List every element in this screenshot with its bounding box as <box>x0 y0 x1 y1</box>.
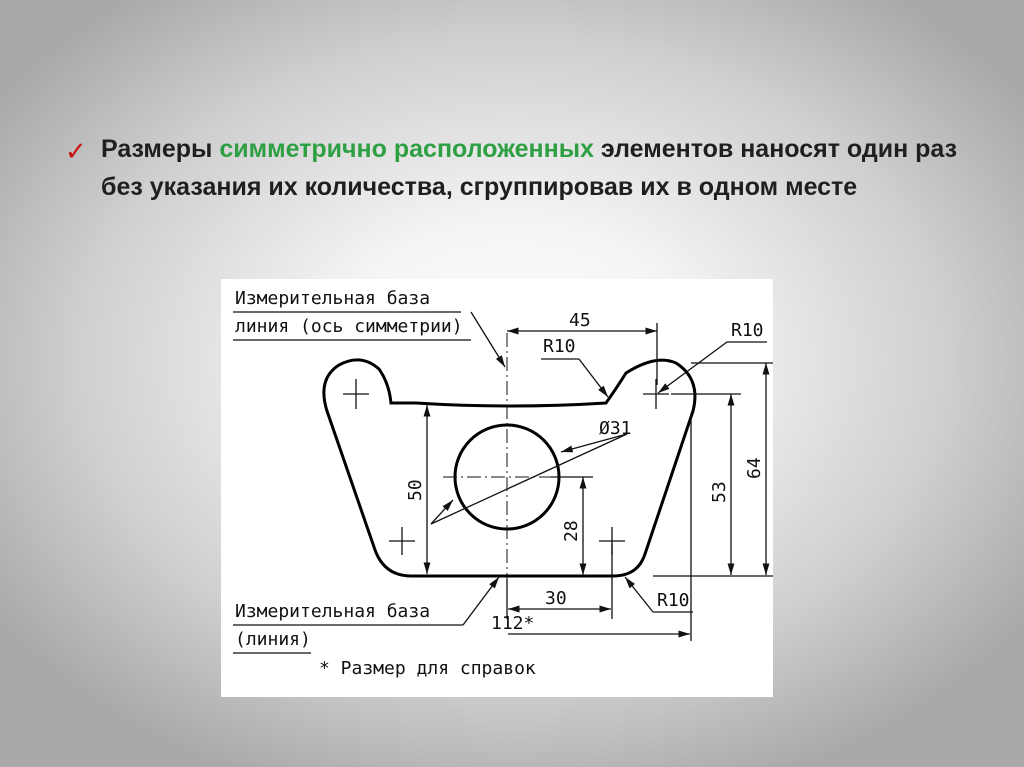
callout-base-line-line2: (линия) <box>235 629 311 650</box>
callout-base-axis-line1: Измерительная база <box>235 288 431 309</box>
dim-64-label: 64 <box>744 457 765 479</box>
part-outline <box>324 360 695 576</box>
drawing-svg <box>221 279 773 697</box>
dim-r10-top-left-label: R10 <box>543 336 576 357</box>
dim-diameter-arrow-bottom <box>431 500 453 524</box>
dim-diameter-label: Ø31 <box>599 418 632 439</box>
callout-base-axis-line2: линия (ось симметрии) <box>235 316 463 337</box>
dim-diameter-leader <box>431 434 627 524</box>
bullet-text-after: элементов наносят один раз без указания их количества, сгруппировав их в одном месте <box>101 135 958 201</box>
dim-28-label: 28 <box>561 520 582 542</box>
bullet-text-block <box>65 130 1005 206</box>
dim-30-label: 30 <box>545 588 567 609</box>
callout-base-axis-leader <box>471 312 505 367</box>
dim-45-label: 45 <box>569 310 591 331</box>
dim-53-label: 53 <box>709 481 730 503</box>
technical-drawing <box>221 279 773 697</box>
checkmark-icon: ✓ <box>65 136 87 166</box>
dim-r10-top-right-label: R10 <box>731 320 764 341</box>
bullet-paragraph <box>101 130 1005 206</box>
footnote-text: * Размер для справок <box>319 658 536 679</box>
bullet-text-highlight: симметрично расположенных <box>219 135 594 163</box>
callout-base-line-line1: Измерительная база <box>235 601 431 622</box>
dim-r10-bottom-leader <box>625 577 653 612</box>
dim-r10-top-left-leader <box>579 359 608 397</box>
dim-112-label: 112* <box>491 613 535 634</box>
dim-r10-bottom-label: R10 <box>657 590 690 611</box>
bullet-text-before: Размеры <box>101 135 220 163</box>
dim-50-label: 50 <box>405 479 426 501</box>
